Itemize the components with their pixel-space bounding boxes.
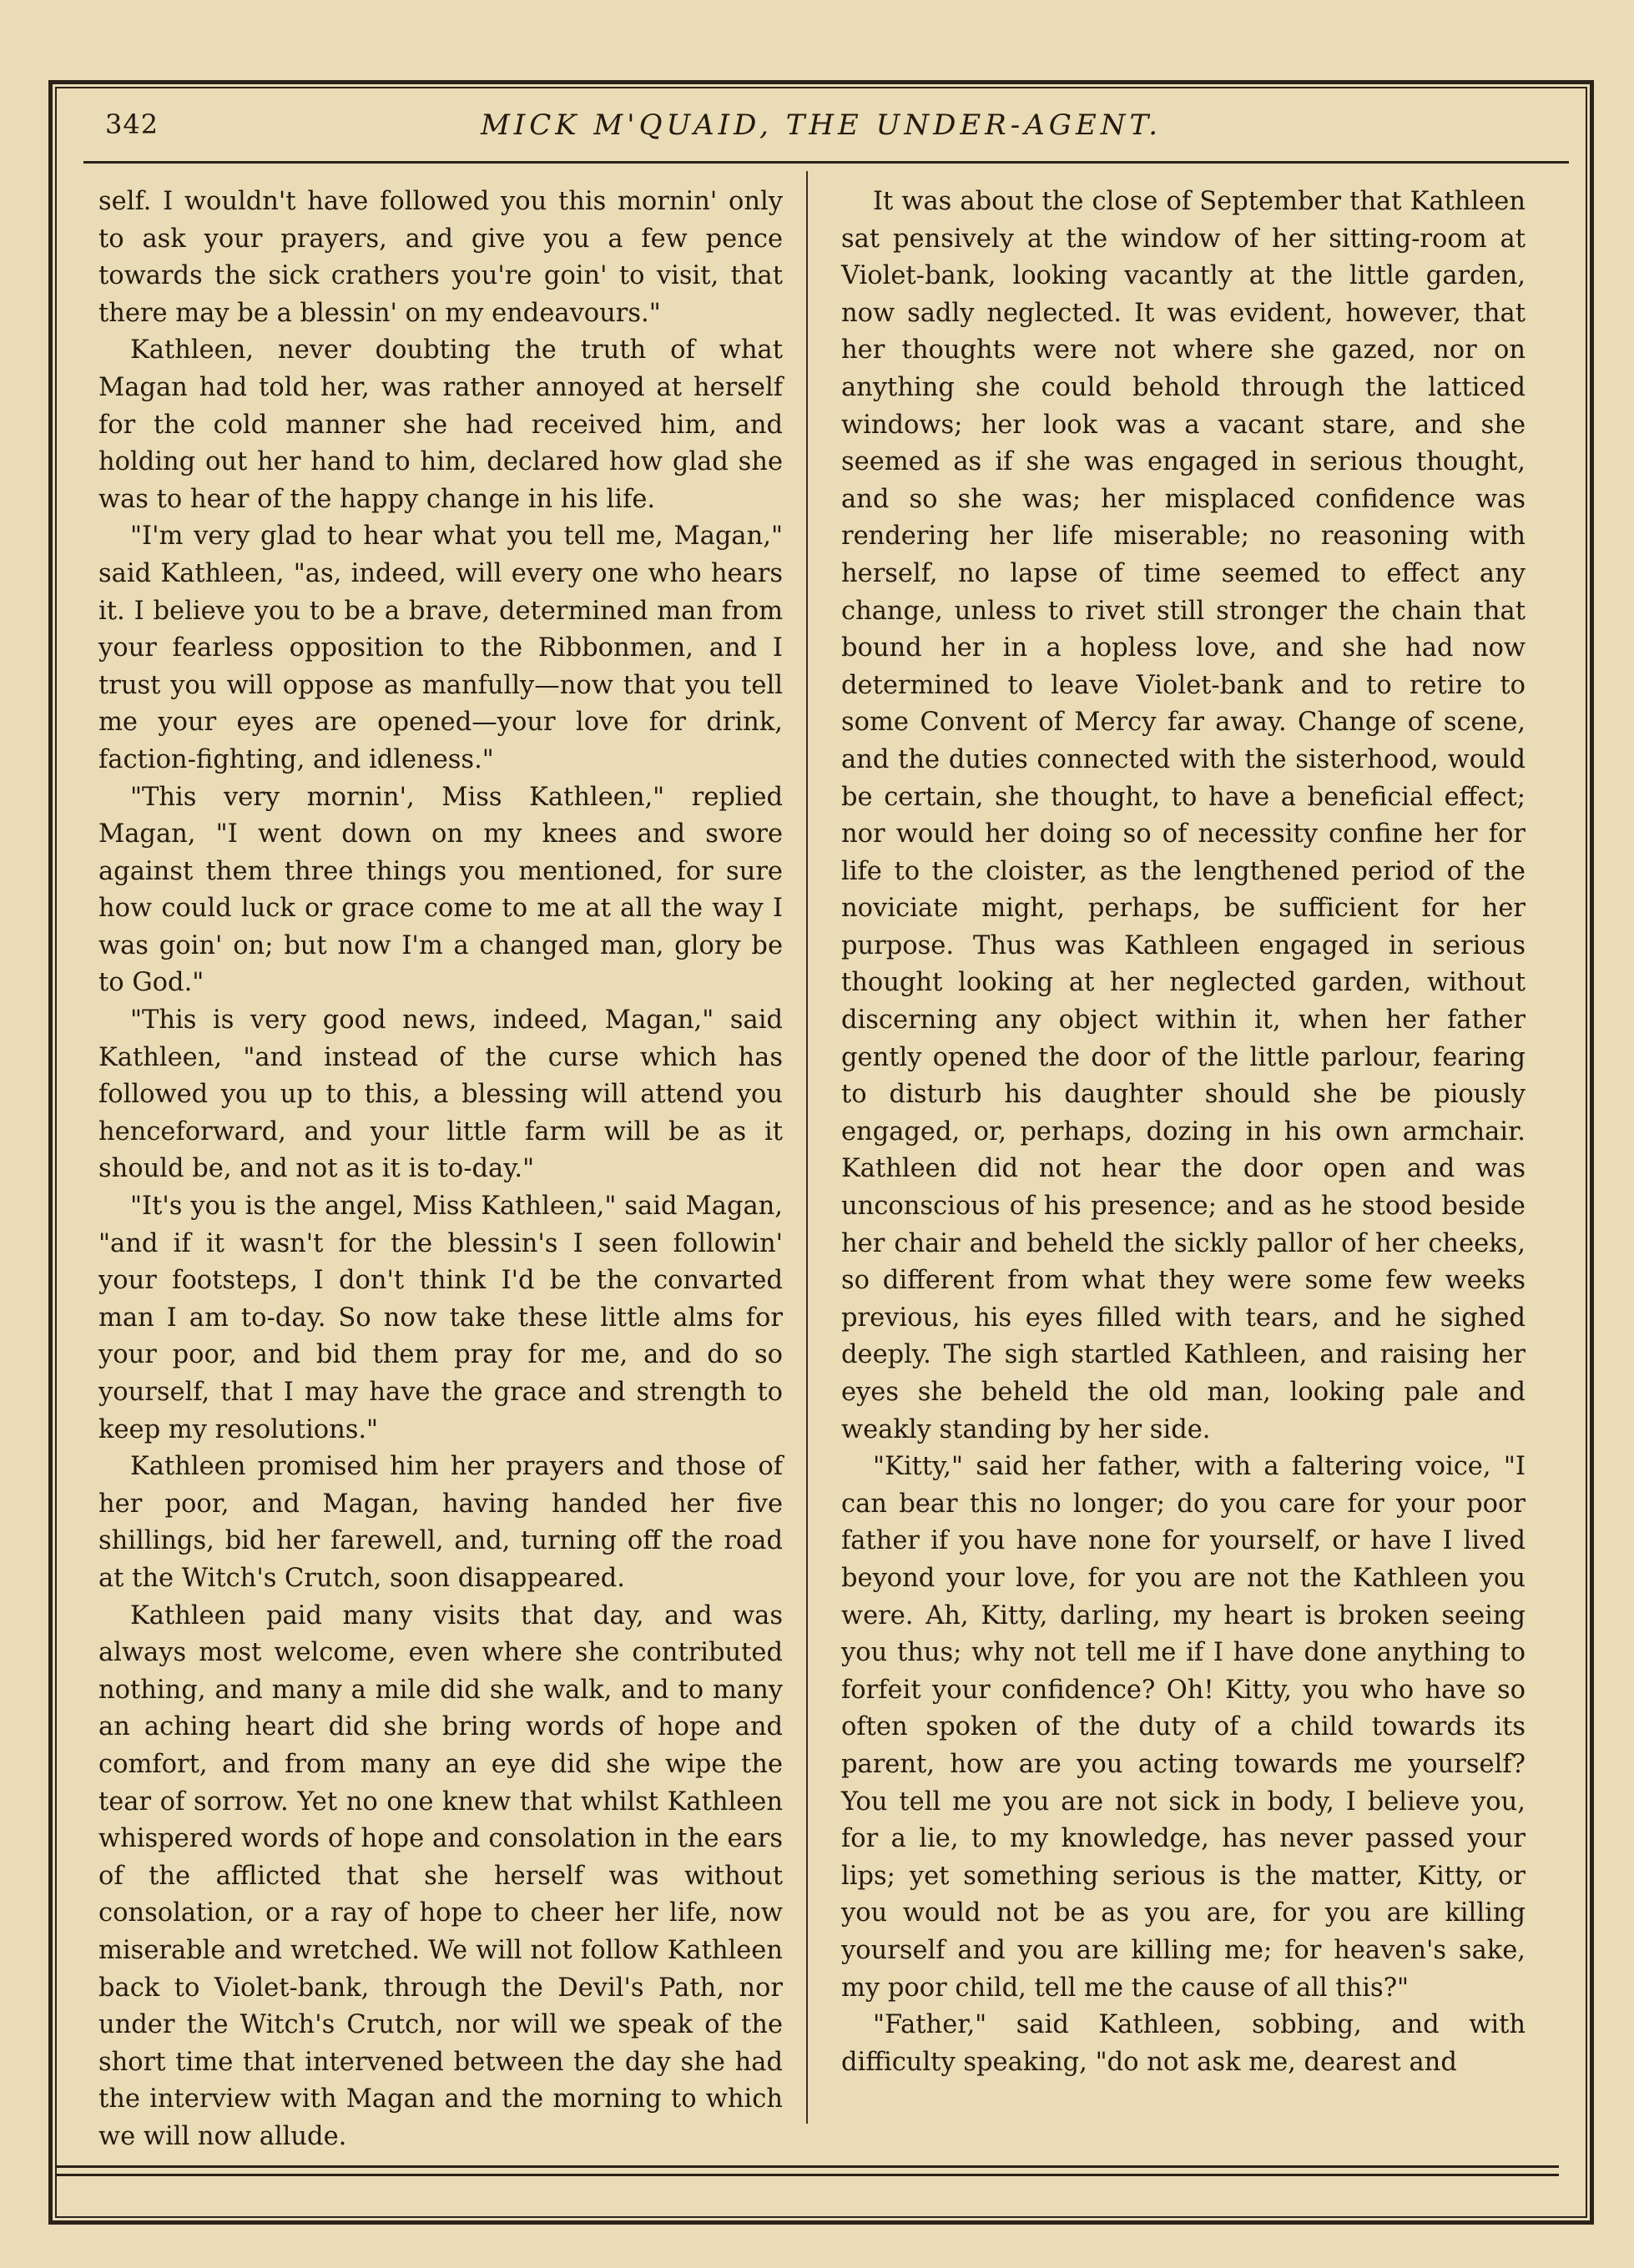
paragraph: "This is very good news, indeed, Magan," said Kathleen, "and instead of the curse which has followed you up to this, a blessing will attend you henceforward, and your little farm will be as it should be, and not as it is to-day." xyxy=(98,1005,783,1184)
right-column xyxy=(841,184,1526,2081)
footer-rule xyxy=(57,2165,1559,2168)
paragraph: It was about the close of September that Kathleen sat pensively at the window of her sitting-room at Violet-bank, looking vacantly at the little garden, now sadly neglected. It was evident, however, that her thoughts were not where she gazed, nor on anything she could behold through the latticed windows; her look was a vacant stare, and she seemed as if she was engaged in serious thought, and so she was; her misplaced confidence was rendering her life miserable; no reasoning with herself, no lapse of time seemed to effect any change, unless to rivet still stronger the chain that bound her in a hopless love, and she had now determined to leave Violet-bank and to retire to some Convent of Mercy far away. Change of scene, and the duties connected with the sisterhood, would be certain, she thought, to have a beneficial effect; nor would her doing so of necessity confine her for life to the cloister, as the lengthened period of the noviciate might, perhaps, be sufficient for her purpose. Thus was Kathleen engaged in serious thought looking at her neglected garden, without discerning any object within it, when her father gently opened the door of the little parlour, fearing to disturb his daughter should she be piously engaged, or, perhaps, dozing in his own armchair. Kathleen did not hear the door open and was unconscious of his presence; and as he stood beside her chair and beheld the sickly pallor of her cheeks, so different from what they were some few weeks previous, his eyes filled with tears, and he sighed deeply. The sigh startled Kathleen, and raising her eyes she beheld the old man, looking pale and weakly standing by her side. xyxy=(841,187,1526,1444)
left-column xyxy=(98,184,783,2155)
running-title: MICK M'QUAID, THE UNDER-AGENT. xyxy=(480,108,1162,142)
running-head xyxy=(48,108,1594,159)
paragraph: "This very mornin', Miss Kathleen," replied Magan, "I went down on my knees and swore against them three things you mentioned, for sure how could luck or grace come to me at all the way I was goin' on; but now I'm a changed man, glory be to God." xyxy=(98,782,783,998)
paragraph: Kathleen paid many visits that day, and was always most welcome, even where she contributed nothing, and many a mile did she walk, and to many an aching heart did she bring words of hope and comfort, and from many an eye did she wipe the tear of sorrow. Yet no one knew that whilst Kathleen whispered words of hope and consolation in the ears of the afflicted that she herself was without consolation, or a ray of hope to cheer her life, now miserable and wretched. We will not follow Kathleen back to Violet-bank, through the Devil's Path, nor under the Witch's Crutch, nor will we speak of the short time that intervened between the day she had the interview with Magan and the morning to which we will now allude. xyxy=(98,1600,783,2151)
paragraph: Kathleen promised him her prayers and those of her poor, and Magan, having handed her five shillings, bid her farewell, and, turning off the road at the Witch's Crutch, soon disappeared. xyxy=(98,1452,783,1593)
paragraph: Kathleen, never doubting the truth of what Magan had told her, was rather annoyed at herself for the cold manner she had received him, and holding out her hand to him, declared how glad she was to hear of the happy change in his life. xyxy=(98,335,783,514)
column-divider xyxy=(806,171,808,2124)
paragraph: "Kitty," said her father, with a faltering voice, "I can bear this no longer; do you care for your poor father if you have none for yourself, or have I lived beyond your love, for you are not the Kathleen you were. Ah, Kitty, darling, my heart is broken seeing you thus; why not tell me if I have done anything to forfeit your confidence? Oh! Kitty, you who have so often spoken of the duty of a child towards its parent, how are you acting towards me yourself? You tell me you are not sick in body, I believe you, for a lie, to my knowledge, has never passed your lips; yet something serious is the matter, Kitty, or you would not be as you are, for you are killing yourself and you are killing me; for heaven's sake, my poor child, tell me the cause of all this?" xyxy=(841,1452,1526,2003)
header-rule xyxy=(83,161,1569,164)
paragraph: self. I wouldn't have followed you this mornin' only to ask your prayers, and give you a few pence towards the sick crathers you're goin' to visit, that there may be a blessin' on my endeavours." xyxy=(98,187,783,328)
page-number: 342 xyxy=(105,108,159,140)
paragraph: "Father," said Kathleen, sobbing, and with difficulty speaking, "do not ask me, dearest and xyxy=(841,2010,1526,2077)
footer-rule xyxy=(57,2174,1559,2176)
paragraph: "It's you is the angel, Miss Kathleen," said Magan, "and if it wasn't for the blessin's I seen followin' your footsteps, I don't think I'd be the convarted man I am to-day. So now take these little alms for your poor, and bid them pray for me, and do so yourself, that I may have the grace and strength to keep my resolutions." xyxy=(98,1192,783,1444)
footer-rules xyxy=(57,2165,1559,2182)
paragraph: "I'm very glad to hear what you tell me, Magan," said Kathleen, "as, indeed, will every one who hears it. I believe you to be a brave, determined man from your fearless opposition to the Ribbonmen, and I trust you will oppose as manfully—now that you tell me your eyes are opened—your love for drink, faction-fighting, and idleness." xyxy=(98,522,783,774)
